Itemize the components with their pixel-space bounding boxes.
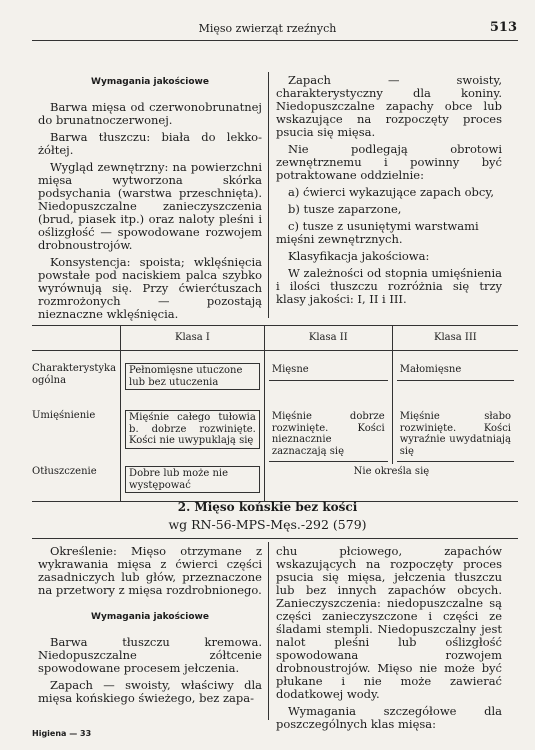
bottom-right-column bbox=[276, 545, 502, 735]
section-rule bbox=[32, 538, 518, 539]
section-standard: wg RN-56-MPS-Męs.-292 (579) bbox=[168, 517, 367, 532]
header-rule bbox=[32, 40, 518, 41]
table-row bbox=[32, 351, 518, 409]
column-header: Klasa II bbox=[264, 326, 392, 351]
page-header bbox=[0, 22, 535, 36]
column-header: Klasa I bbox=[121, 326, 265, 351]
row-label: Otłuszczenie bbox=[32, 464, 121, 502]
list-item: b) tusze zaparzone, bbox=[288, 202, 402, 216]
paragraph: Wygląd zewnętrzny: na powierzchni mięsa wytworzona skórka podsychania (warstwa przeschnięta). Niedopuszczalne zanieczyszczenia (brud, piasek itp.) oraz naloty pleśni i oślizgłość — spowodowane rozwojem drobnoustrojów. bbox=[38, 160, 262, 252]
paragraph: W zależności od stopnia umięśnienia i ilości tłuszczu rozróżnia się trzy klasy jakości: I, II i III. bbox=[276, 266, 502, 306]
list-item: a) ćwierci wykazujące zapach obcy, bbox=[288, 185, 494, 199]
cell-box: Mięśnie całego tułowia b. dobrze rozwinięte. Kości nie uwypuklają się bbox=[125, 410, 260, 449]
running-title: Mięso zwierząt rzeźnych bbox=[198, 22, 337, 35]
list-item: c) tusze z usuniętymi warstwami mięśni zewnętrznych. bbox=[276, 219, 479, 246]
top-right-column bbox=[276, 74, 502, 310]
cell-box: Mięsne bbox=[269, 363, 388, 381]
top-left-column bbox=[38, 74, 262, 325]
page-footer: Higiena — 33 bbox=[32, 729, 92, 738]
paragraph: Barwa tłuszczu kremowa. Niedopuszczalne zółtcenie spowodowane procesem jełczenia. bbox=[38, 635, 262, 675]
cell-box: Pełnomięsne utuczone lub bez utuczenia bbox=[125, 363, 260, 390]
paragraph: Wymagania szczegółowe dla poszczególnych klas mięsa: bbox=[276, 704, 502, 731]
table-cell bbox=[121, 351, 265, 409]
table-cell bbox=[264, 351, 392, 409]
column-divider bbox=[268, 542, 269, 720]
bottom-left-column bbox=[38, 545, 262, 709]
paragraph: Konsystencja: spoista; wklęśnięcia powstałe pod naciskiem palca szybko wyrównują się. Przy ćwierćtuszach rozmrożonych — pozostają nieznaczne wklęśnięcia. bbox=[38, 255, 262, 321]
classification-table bbox=[32, 325, 518, 502]
cell-box: Małomięsne bbox=[397, 363, 514, 381]
table-row bbox=[32, 408, 518, 464]
cell-box: Dobre lub może nie występować bbox=[125, 466, 260, 493]
page-number: 513 bbox=[489, 20, 517, 35]
paragraph: Barwa mięsa od czerwonobrunatnej do brunatnoczerwonej. bbox=[38, 100, 262, 127]
paragraph: Zapach — swoisty, właściwy dla mięsa końskiego świeżego, bez zapa- bbox=[38, 678, 262, 705]
row-label: Charakterystyka ogólna bbox=[32, 363, 117, 386]
paragraph: Zapach — swoisty, charakterystyczny dla koniny. Niedopuszczalne zapachy obce lub wskazujące na rozpoczęty proces psucia się mięsa. bbox=[276, 73, 502, 139]
section-heading: Wymagania jakościowe bbox=[91, 77, 209, 87]
table-cell bbox=[264, 408, 392, 464]
table-cell bbox=[392, 408, 518, 464]
table-cell-merged: Nie określa się bbox=[264, 464, 518, 502]
table-row bbox=[32, 464, 518, 502]
section-title: 2. Mięso końskie bez kości bbox=[177, 500, 358, 514]
row-label: Umięśnienie bbox=[32, 410, 96, 421]
column-divider bbox=[268, 72, 269, 318]
cell-box: Mięśnie słabo rozwinięte. Kości wyraźnie uwydatniają się bbox=[397, 410, 514, 462]
paragraph: chu płciowego, zapachów wskazujących na rozpoczęty proces psucia się mięsa, jełczenia tłuszczu lub bez innych zapachów obcych. Zanieczyszczenia: niedopuszczalne są części zanieczyszczone i części ze śladami stempli. Niedopuszczalny jest nalot pleśni lub oślizgłość spowodowana rozwojem drobnoustrojów. Mięso nie może być płukane i nie może zawierać dodatkowej wody. bbox=[276, 544, 502, 701]
table-cell bbox=[121, 464, 265, 502]
table-cell bbox=[392, 351, 518, 409]
paragraph: Barwa tłuszczu: biała do lekko-żółtej. bbox=[38, 130, 262, 157]
column-header: Klasa III bbox=[392, 326, 518, 351]
section-heading: Wymagania jakościowe bbox=[91, 612, 209, 622]
definition: Określenie: Mięso otrzymane z wykrawania mięsa z ćwierci części zasadniczych lub głów, przeznaczone na przetwory z mięsa rozdrobnionego. bbox=[38, 544, 262, 597]
table-corner bbox=[32, 326, 121, 351]
paragraph: Klasyfikacja jakościowa: bbox=[288, 249, 430, 263]
paragraph: Nie podlegają obrotowi zewnętrznemu i powinny być potraktowane oddzielnie: bbox=[276, 142, 502, 182]
cell-box: Mięśnie dobrze rozwinięte. Kości nieznacznie zaznaczają się bbox=[269, 410, 388, 462]
table-header-row bbox=[32, 326, 518, 351]
table-cell bbox=[121, 408, 265, 464]
